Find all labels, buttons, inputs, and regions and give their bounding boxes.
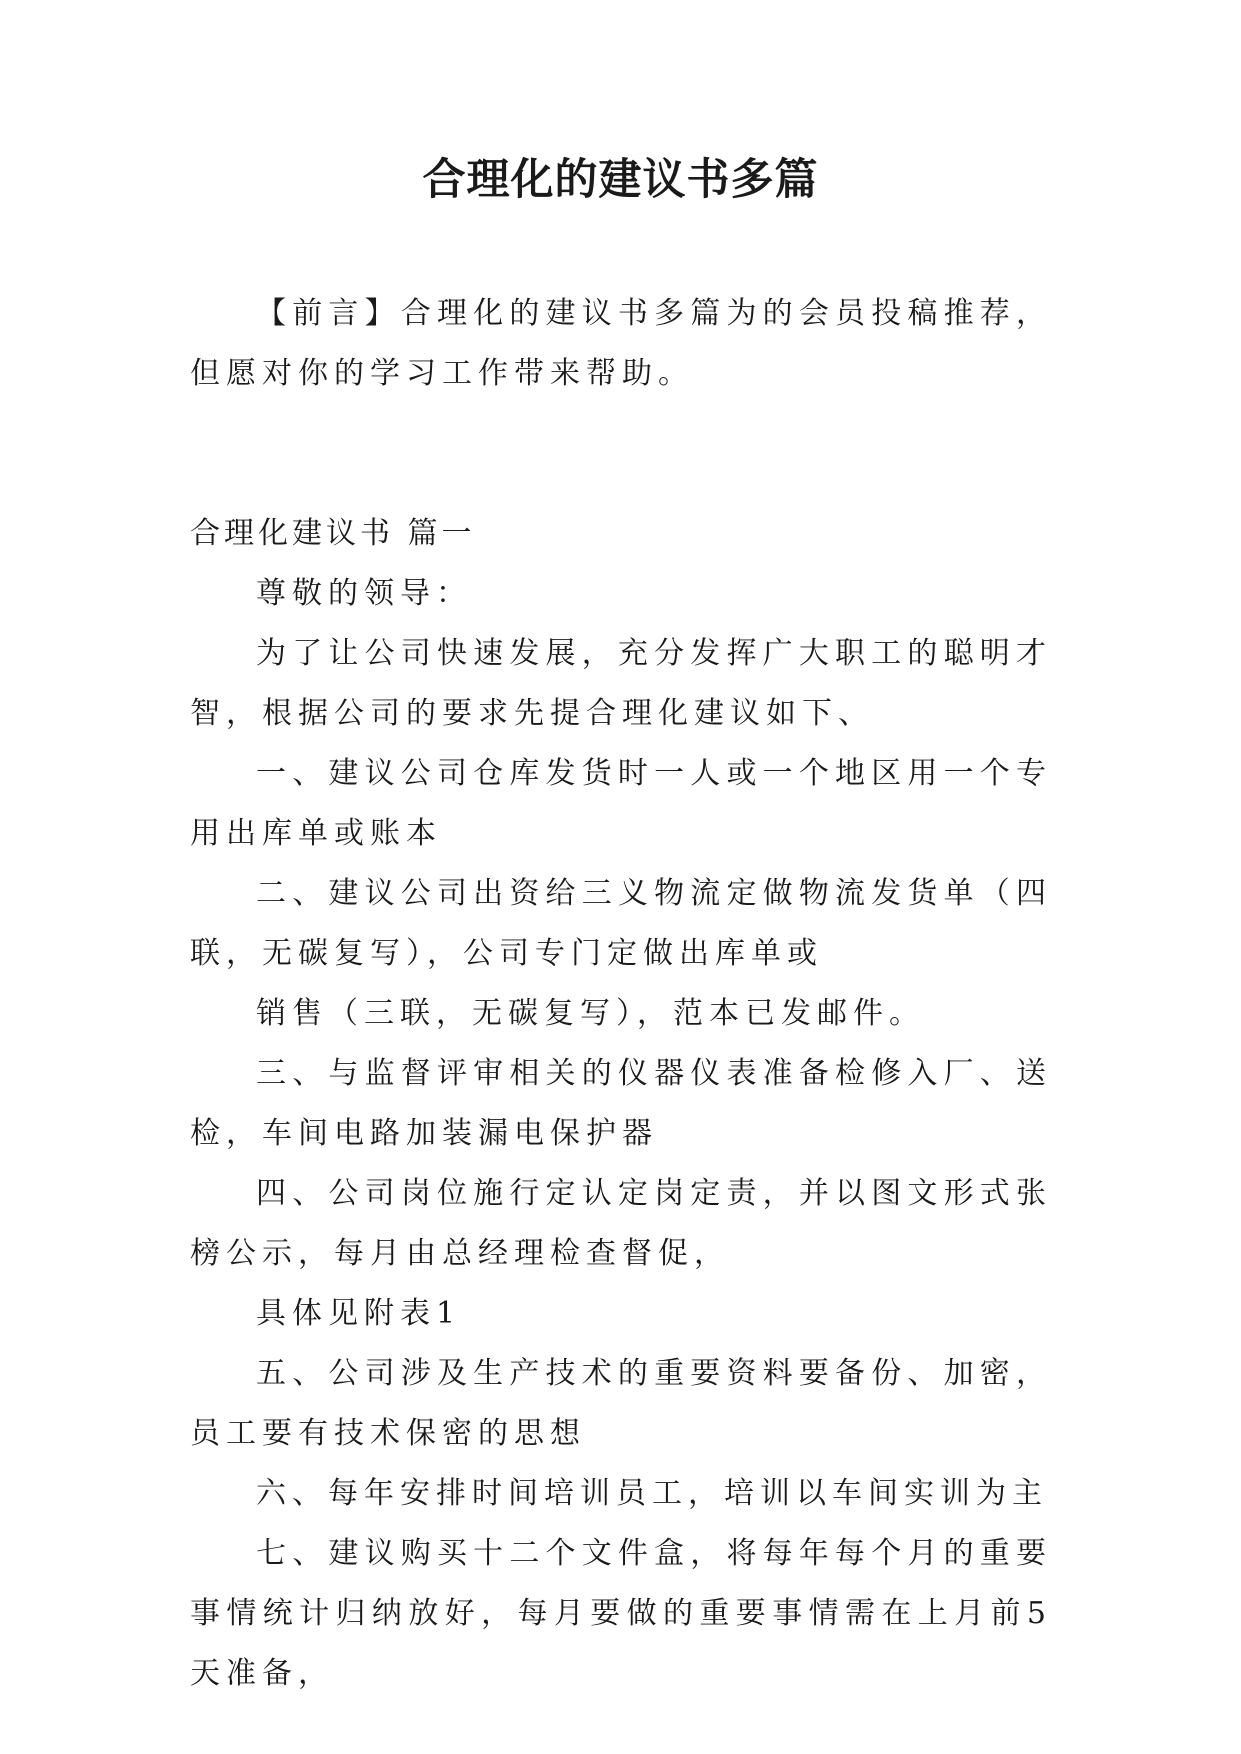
section-heading: 合理化建议书 篇一 (190, 516, 476, 551)
body-paragraph: 七、建议购买十二个文件盒，将每年每个月的重要事情统计归纳放好，每月要做的重要事情需在上月前5天准备， (190, 1536, 1052, 1691)
body-paragraph: 具体见附表1 (256, 1296, 462, 1331)
document-title: 合理化的建议书多篇 (422, 155, 819, 205)
document-body (190, 284, 1052, 1704)
salutation: 尊敬的领导： (256, 576, 472, 611)
body-paragraph: 一、建议公司仓库发货时一人或一个地区用一个专用出库单或账本 (190, 756, 1052, 851)
body-paragraph: 为了让公司快速发展，充分发挥广大职工的聪明才智，根据公司的要求先提合理化建议如下、 (190, 636, 1052, 731)
body-paragraph: 二、建议公司出资给三义物流定做物流发货单（四联，无碳复写），公司专门定做出库单或 (190, 876, 1052, 971)
body-paragraph: 销售（三联，无碳复写），范本已发邮件。 (256, 996, 925, 1031)
preface-paragraph: 【前言】合理化的建议书多篇为的会员投稿推荐，但愿对你的学习工作带来帮助。 (190, 296, 1052, 391)
body-paragraph: 四、公司岗位施行定认定岗定责，并以图文形式张榜公示，每月由总经理检查督促， (190, 1176, 1052, 1271)
body-paragraph: 六、每年安排时间培训员工，培训以车间实训为主 (256, 1476, 1048, 1511)
body-paragraph: 三、与监督评审相关的仪器仪表准备检修入厂、送检，车间电路加装漏电保护器 (190, 1056, 1052, 1151)
body-paragraph: 五、公司涉及生产技术的重要资料要备份、加密，员工要有技术保密的思想 (190, 1356, 1052, 1451)
